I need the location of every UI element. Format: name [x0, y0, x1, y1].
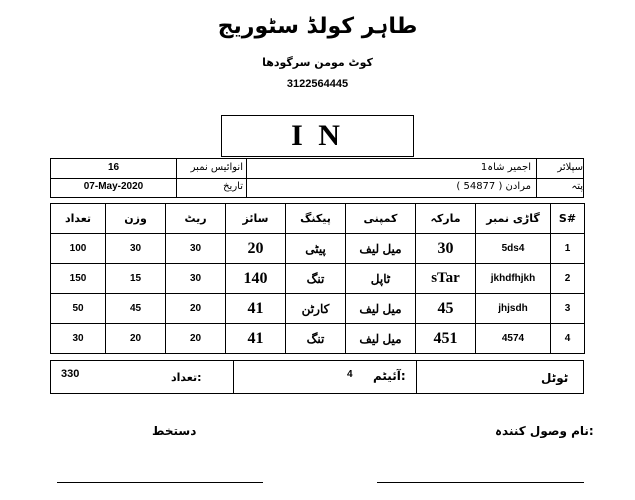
cell-size: 41	[226, 324, 286, 354]
address-label: پتہ	[571, 181, 583, 192]
supplier-value: اجمیر شاہ1	[480, 162, 531, 173]
col-header-company: کمپنی	[346, 204, 416, 234]
cell-weight: 20	[106, 324, 166, 354]
table-row	[51, 324, 585, 354]
supplier-label: سپلائر	[557, 162, 583, 173]
cell-rate: 30	[166, 234, 226, 264]
cell-size: 20	[226, 234, 286, 264]
cell-serial: 1	[551, 234, 585, 264]
cell-weight: 45	[106, 294, 166, 324]
address-value: مرادن ( 54877 )	[456, 181, 531, 192]
company-title: طاہر کولڈ سٹوریج	[217, 14, 418, 39]
cell-mark: 451	[416, 324, 476, 354]
cell-packing: تنگ	[286, 264, 346, 294]
col-header-serial: S#	[551, 204, 585, 234]
signature-line	[57, 482, 263, 483]
total-quantity-value: 330	[61, 368, 80, 380]
total-quantity-label: تعداد:	[171, 371, 202, 384]
company-phone: 3122564445	[286, 78, 349, 90]
cell-packing: تنگ	[286, 324, 346, 354]
date-label: تاریخ	[223, 181, 243, 192]
cell-company: میل لیف	[346, 234, 416, 264]
receiver-line	[377, 482, 584, 483]
cell-vehicle: 5ds4	[476, 234, 551, 264]
cell-quantity: 100	[51, 234, 106, 264]
col-header-size: سائز	[226, 204, 286, 234]
cell-quantity: 30	[51, 324, 106, 354]
col-header-quantity: تعداد	[51, 204, 106, 234]
cell-mark: sTar	[416, 264, 476, 294]
table-header-row	[51, 204, 585, 234]
cell-vehicle: 4574	[476, 324, 551, 354]
cell-packing: کارٹن	[286, 294, 346, 324]
cell-size: 140	[226, 264, 286, 294]
col-header-weight: وزن	[106, 204, 166, 234]
cell-serial: 4	[551, 324, 585, 354]
col-header-mark: مارکہ	[416, 204, 476, 234]
cell-weight: 30	[106, 234, 166, 264]
total-label: ٹوٹل	[541, 371, 569, 385]
items-table	[50, 203, 585, 354]
cell-mark: 30	[416, 234, 476, 264]
col-header-packing: پیکنگ	[286, 204, 346, 234]
invoice-label: انوائیس نمبر	[190, 162, 243, 173]
signature-label: دستخط	[152, 424, 197, 438]
cell-packing: پیٹی	[286, 234, 346, 264]
company-address: کوٹ مومن سرگودھا	[262, 56, 373, 69]
cell-weight: 15	[106, 264, 166, 294]
cell-company: میل لیف	[346, 294, 416, 324]
cell-company: ٹاپل	[346, 264, 416, 294]
total-items-value: 4	[347, 369, 353, 380]
totals-box	[50, 360, 584, 394]
table-row	[51, 294, 585, 324]
table-row	[51, 234, 585, 264]
cell-rate: 30	[166, 264, 226, 294]
cell-quantity: 50	[51, 294, 106, 324]
cell-mark: 45	[416, 294, 476, 324]
cell-serial: 2	[551, 264, 585, 294]
invoice-number: 16	[107, 162, 120, 173]
cell-rate: 20	[166, 294, 226, 324]
table-row	[51, 264, 585, 294]
direction-box: I N	[221, 115, 414, 157]
cell-vehicle: jkhdfhjkh	[476, 264, 551, 294]
cell-quantity: 150	[51, 264, 106, 294]
cell-vehicle: jhjsdh	[476, 294, 551, 324]
col-header-vehicle: گاڑی نمبر	[476, 204, 551, 234]
cell-serial: 3	[551, 294, 585, 324]
invoice-date: 07-May-2020	[83, 181, 144, 192]
receiver-name-label: نام وصول کنندہ:	[495, 424, 594, 438]
cell-size: 41	[226, 294, 286, 324]
cell-company: میل لیف	[346, 324, 416, 354]
total-items-label: آئیٹم:	[373, 369, 406, 383]
col-header-rate: ریٹ	[166, 204, 226, 234]
cell-rate: 20	[166, 324, 226, 354]
info-block	[50, 158, 584, 198]
